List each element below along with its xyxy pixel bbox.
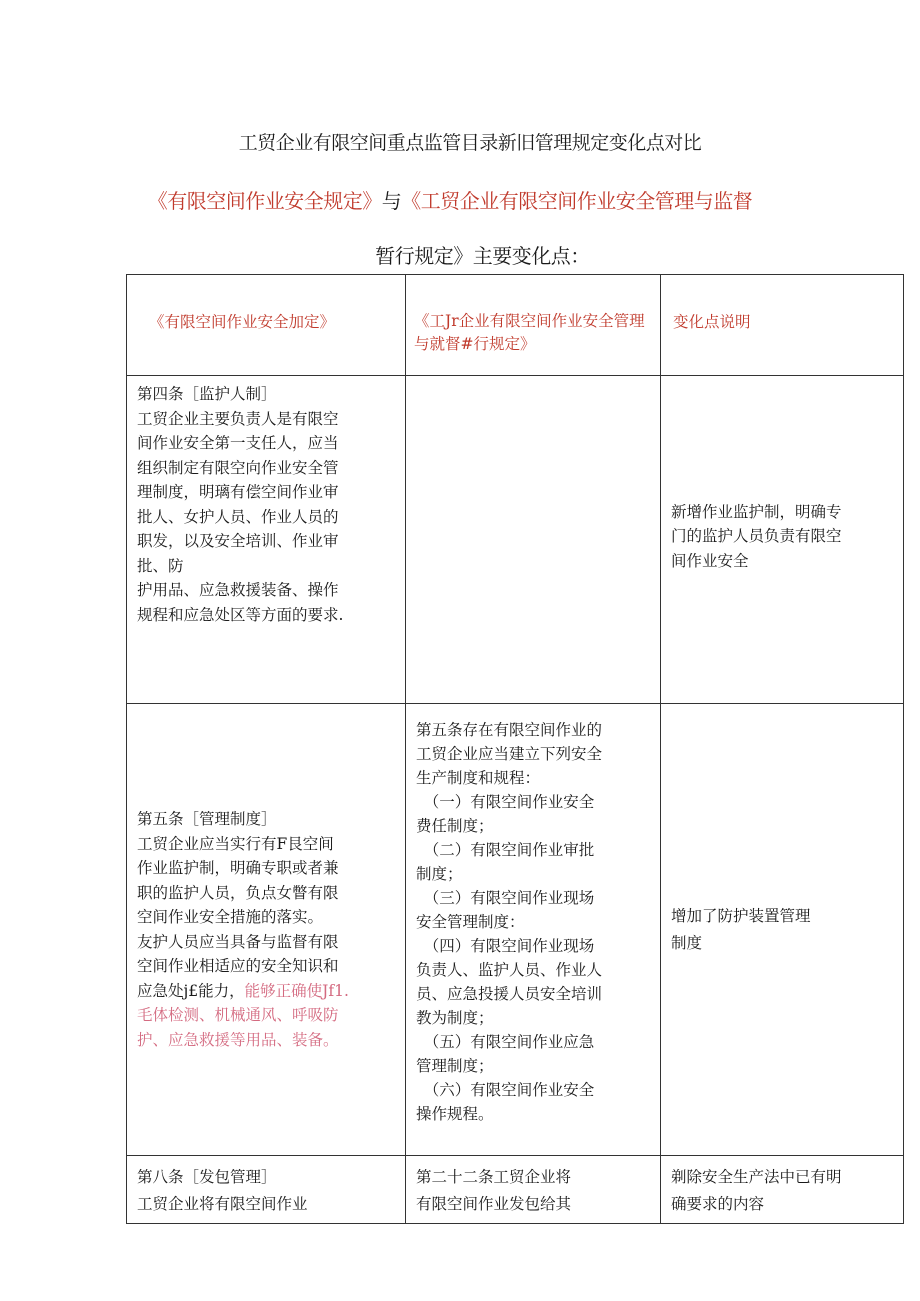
table-header-row xyxy=(127,275,904,376)
row1-new-text xyxy=(406,376,661,704)
table-row xyxy=(127,376,904,704)
subtitle-line-2: 暂行规定》主要变化点： xyxy=(375,244,590,268)
subtitle-line-1 xyxy=(0,185,920,214)
row3-old-text: 第八条［发包管理］ 工贸企业将有限空间作业 xyxy=(127,1156,406,1224)
row2-change-note: 增加了防护装置管理 制度 xyxy=(661,704,904,1156)
subtitle-new-rule: 《工贸企业有限空间作业安全管理与监督 xyxy=(401,189,753,213)
table-row xyxy=(127,704,904,1156)
row2-new-text: 第五条存在有限空间作业的 工贸企业应当建立下列安全 生产制度和规程： （一）有限空间作业安全 费任制度； （二）有限空间作业审批 制度； （三）有限空间作业现场 安全管理制度： （四）有限空间作业现场 负责人、监护人员、作业人 员、应急投援人员安全培训 教为制度； （五）有限空间作业应急 管理制度； （六）有限空间作业安全 操作规程。 xyxy=(406,704,661,1156)
subtitle-old-rule: 《有限空间作业安全规定》 xyxy=(147,189,382,213)
row3-change-note: 剃除安全生产法中已有明 确要求的内容 xyxy=(661,1156,904,1224)
header-new-regulation: 《工Jr企业有限空间作业安全管理与就督#行规定》 xyxy=(406,275,661,376)
row1-old-text: 第四条［监护人制］ 工贸企业主要负责人是有限空 间作业安全第一支任人，应当 组织制定有限空向作业安全管 理制度，明璃有偿空间作业审 批人、女护人员、作业人员的 职发，以及安全培训、作业审 批、防 护用品、应急救援装备、操作 规程和应急处区等方面的要求. xyxy=(127,376,406,704)
subtitle-connector: 与 xyxy=(381,189,402,213)
document-title: 工贸企业有限空间重点监管目录新旧管理规定变化点对比 xyxy=(238,132,702,154)
row1-change-note: 新增作业监护制，明确专 门的监护人员负责有限空 间作业安全 xyxy=(661,376,904,704)
header-old-regulation: 《有限空间作业安全加定》 xyxy=(127,275,406,376)
row3-new-text: 第二十二条工贸企业将 有限空间作业发包给其 xyxy=(406,1156,661,1224)
header-change-notes: 变化点说明 xyxy=(661,275,904,376)
comparison-table xyxy=(126,274,904,1224)
table-row xyxy=(127,1156,904,1224)
row2-old-text: 第五条［管理制度］ 工贸企业应当实行有F艮空间 作业监护制，明确专职或者兼 职的监护人员，负点女瞥有限 空间作业安全措施的落实。 友护人员应当具备与监督有限 空间作业相适应的安全知识和 应急处j£能力，能够正确使Jf1. 毛体检测、机械通风、呼吸防 护、应急救援等用品、装备。 xyxy=(127,704,406,1156)
